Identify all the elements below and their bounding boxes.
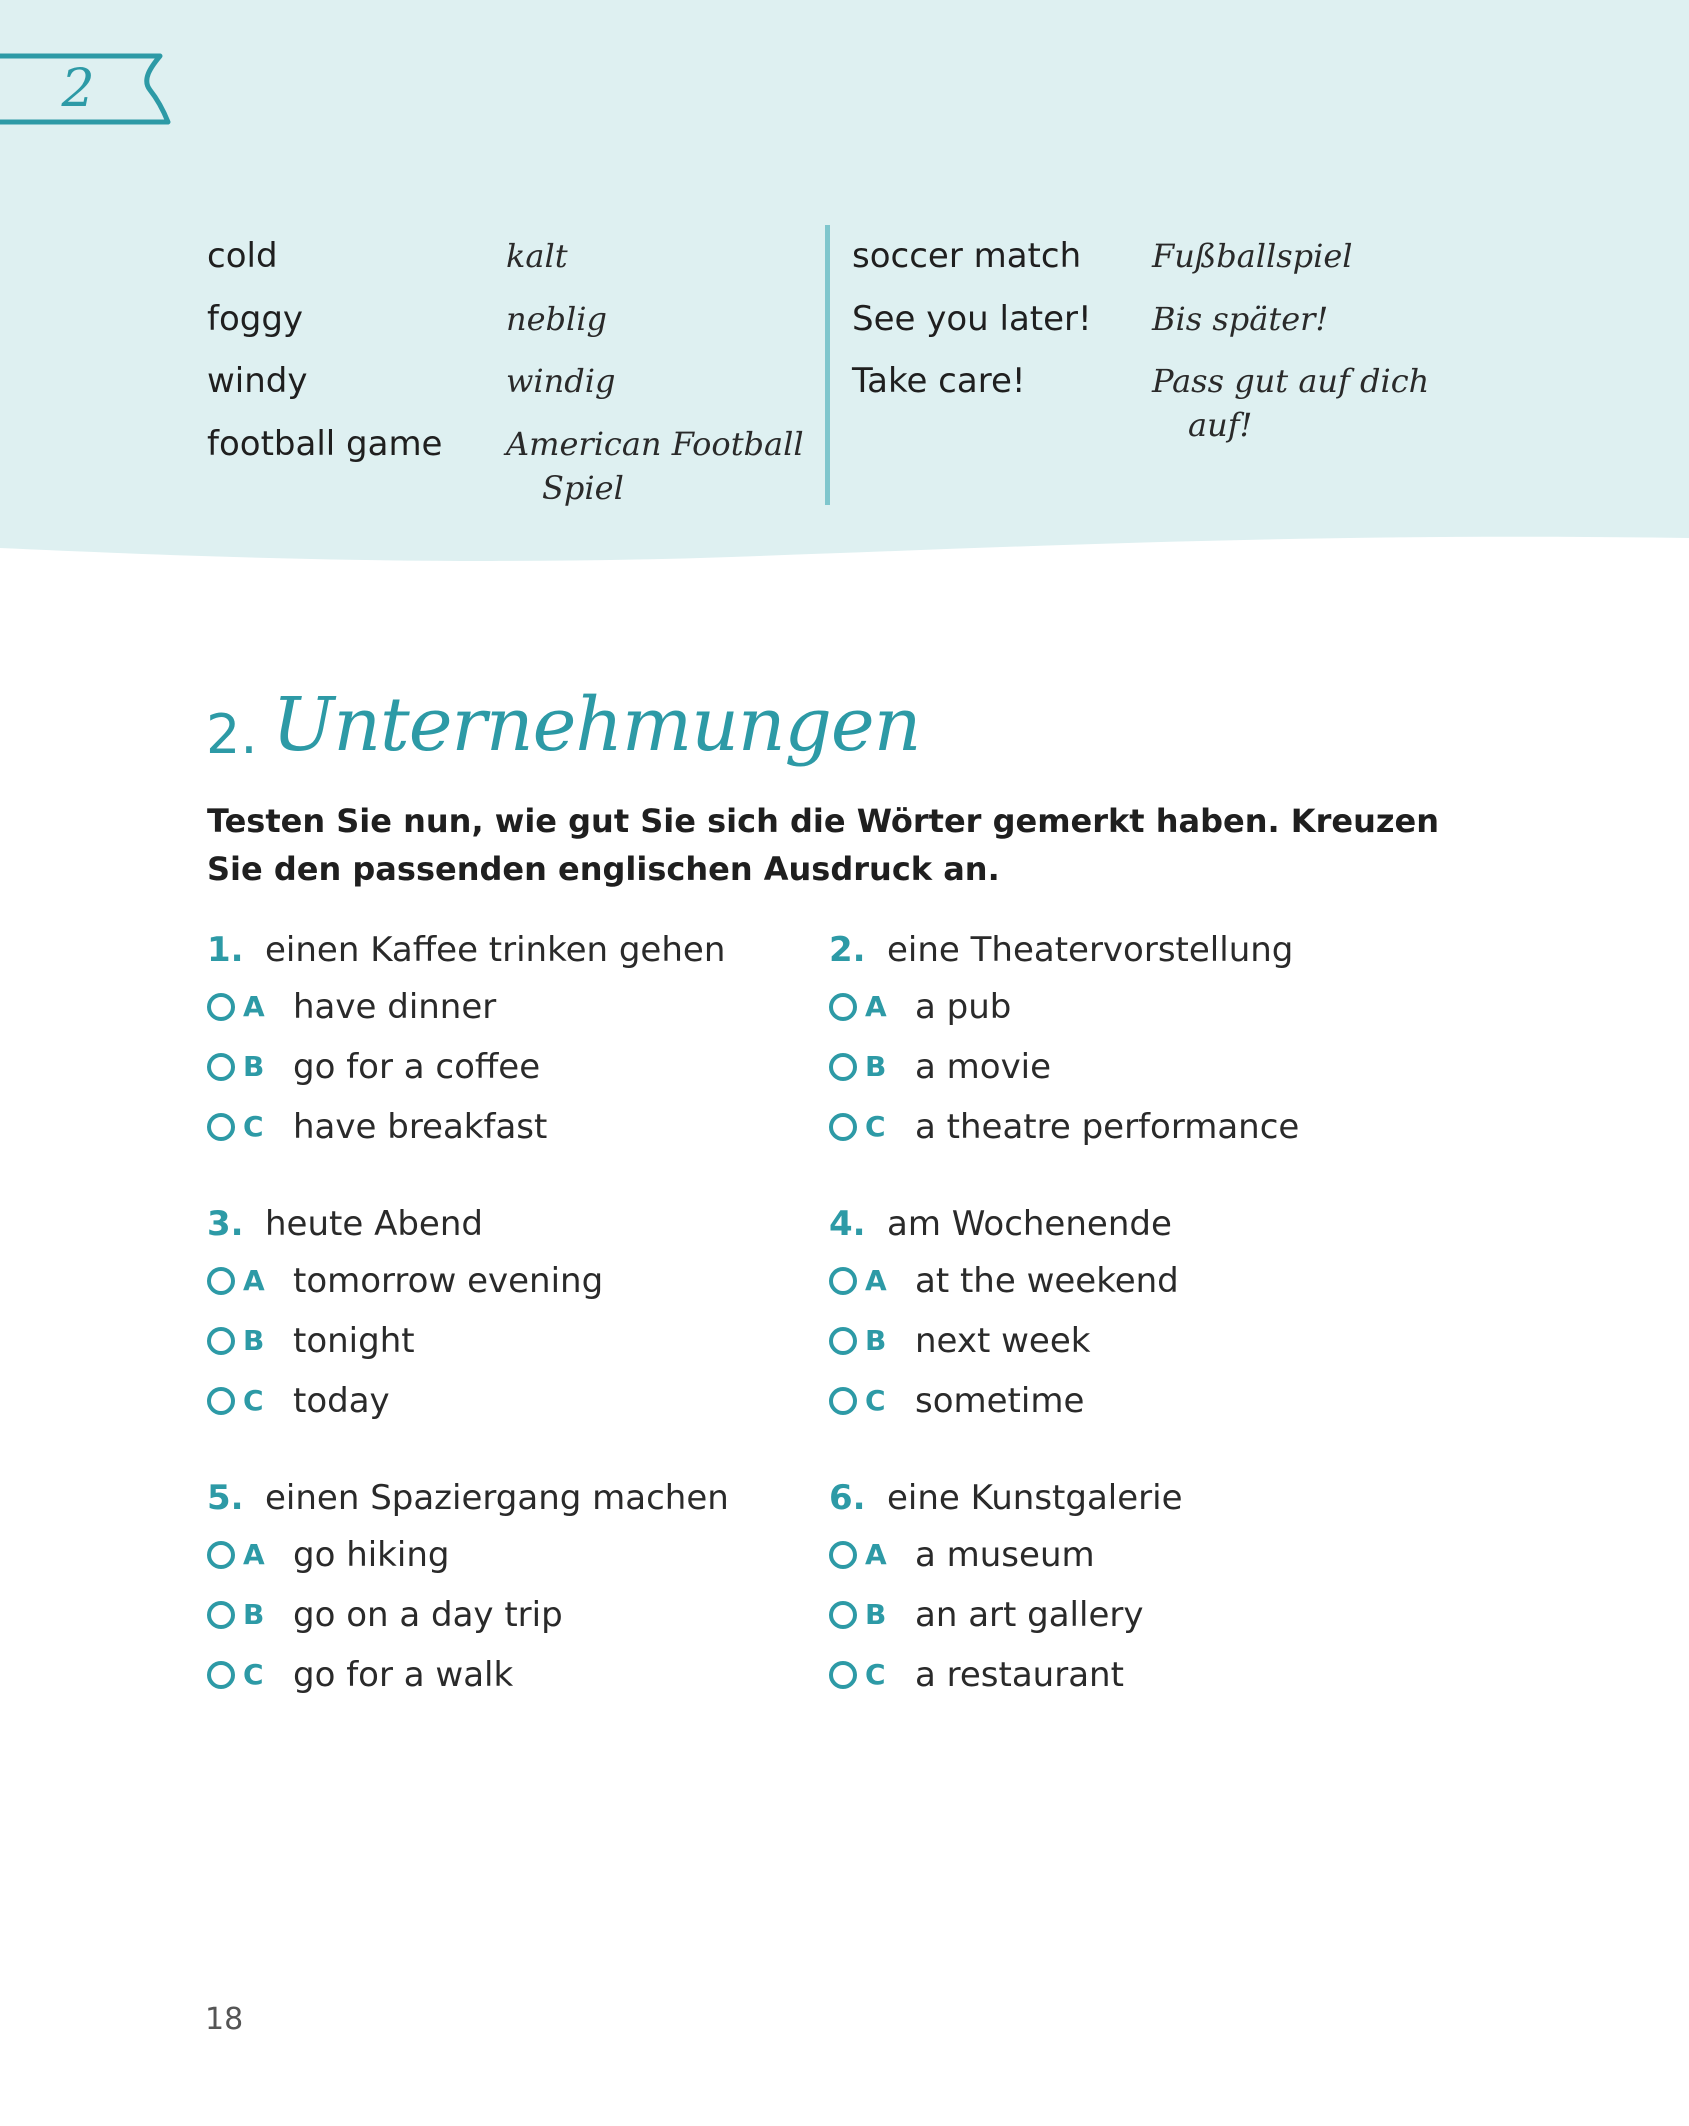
option-text: a restaurant: [915, 1655, 1124, 1695]
radio-circle-icon[interactable]: [829, 1601, 857, 1629]
option-text: an art gallery: [915, 1595, 1144, 1635]
radio-circle-icon[interactable]: [207, 1267, 235, 1295]
option-b[interactable]: [207, 1585, 767, 1645]
option-letter: A: [865, 1264, 887, 1297]
question-5: [207, 1471, 767, 1705]
vocab-de: American Football: [506, 425, 804, 463]
option-letter: C: [243, 1658, 264, 1691]
option-text: today: [293, 1381, 390, 1421]
section-number: 2.: [206, 703, 258, 766]
option-letter: A: [865, 1538, 887, 1571]
option-text: a movie: [915, 1047, 1052, 1087]
question-4: [829, 1197, 1389, 1431]
option-letter: B: [243, 1324, 265, 1357]
option-text: go for a coffee: [293, 1047, 541, 1087]
vocab-de: Bis später!: [1152, 300, 1329, 338]
option-text: have dinner: [293, 987, 497, 1027]
question-prompt: einen Kaffee trinken gehen: [265, 930, 726, 970]
option-letter: C: [865, 1658, 886, 1691]
option-text: a theatre performance: [915, 1107, 1300, 1147]
radio-circle-icon[interactable]: [207, 1541, 235, 1569]
option-c[interactable]: [207, 1645, 767, 1705]
vocab-de: neblig: [506, 300, 607, 338]
option-b[interactable]: [207, 1037, 767, 1097]
option-letter: B: [243, 1598, 265, 1631]
vocab-en: windy: [207, 361, 308, 401]
radio-circle-icon[interactable]: [207, 993, 235, 1021]
option-letter: C: [243, 1384, 264, 1417]
option-c[interactable]: [829, 1097, 1389, 1157]
option-b[interactable]: [829, 1585, 1389, 1645]
radio-circle-icon[interactable]: [207, 1601, 235, 1629]
option-letter: B: [243, 1050, 265, 1083]
option-letter: B: [865, 1324, 887, 1357]
radio-circle-icon[interactable]: [829, 993, 857, 1021]
option-text: tomorrow evening: [293, 1261, 604, 1301]
vocabulary-band: [0, 0, 1689, 570]
question-number: 3.: [207, 1204, 244, 1244]
question-prompt: einen Spaziergang machen: [265, 1478, 729, 1518]
vocab-en: Take care!: [852, 361, 1026, 401]
radio-circle-icon[interactable]: [207, 1387, 235, 1415]
option-letter: A: [243, 990, 265, 1023]
radio-circle-icon[interactable]: [207, 1053, 235, 1081]
option-text: sometime: [915, 1381, 1085, 1421]
question-number: 1.: [207, 930, 244, 970]
option-text: go hiking: [293, 1535, 450, 1575]
option-c[interactable]: [829, 1645, 1389, 1705]
option-b[interactable]: [829, 1311, 1389, 1371]
radio-circle-icon[interactable]: [829, 1387, 857, 1415]
option-text: a museum: [915, 1535, 1095, 1575]
vocab-de: windig: [506, 362, 616, 400]
option-c[interactable]: [207, 1097, 767, 1157]
option-letter: C: [865, 1384, 886, 1417]
chapter-number: 2: [61, 59, 95, 119]
option-a[interactable]: [829, 1525, 1389, 1585]
option-c[interactable]: [207, 1371, 767, 1431]
option-text: go on a day trip: [293, 1595, 563, 1635]
question-1: [207, 923, 767, 1157]
vocab-en: soccer match: [852, 236, 1082, 276]
question-6: [829, 1471, 1389, 1705]
option-text: go for a walk: [293, 1655, 514, 1695]
option-a[interactable]: [207, 977, 767, 1037]
option-a[interactable]: [829, 977, 1389, 1037]
question-prompt: eine Theatervorstellung: [887, 930, 1294, 970]
vocab-en: See you later!: [852, 299, 1092, 339]
question-number: 5.: [207, 1478, 244, 1518]
question-prompt: am Wochenende: [887, 1204, 1172, 1244]
option-letter: C: [865, 1110, 886, 1143]
page-number: 18: [205, 2002, 244, 2037]
vocab-de: kalt: [506, 237, 568, 275]
option-a[interactable]: [207, 1251, 767, 1311]
option-text: next week: [915, 1321, 1091, 1361]
radio-circle-icon[interactable]: [829, 1661, 857, 1689]
radio-circle-icon[interactable]: [829, 1113, 857, 1141]
option-letter: B: [865, 1050, 887, 1083]
vocab-en: football game: [207, 424, 443, 464]
option-text: at the weekend: [915, 1261, 1179, 1301]
question-number: 6.: [829, 1478, 866, 1518]
vocab-de-continued: auf!: [1188, 406, 1253, 444]
section-title: Unternehmungen: [272, 682, 921, 768]
exercise-instructions: Testen Sie nun, wie gut Sie sich die Wörter gemerkt haben. Kreuzen Sie den passenden englischen Ausdruck an.: [207, 802, 1439, 888]
radio-circle-icon[interactable]: [829, 1541, 857, 1569]
option-text: have breakfast: [293, 1107, 548, 1147]
option-letter: A: [865, 990, 887, 1023]
question-number: 4.: [829, 1204, 866, 1244]
option-letter: A: [243, 1264, 265, 1297]
vocab-de: Pass gut auf dich: [1152, 362, 1430, 400]
option-letter: B: [865, 1598, 887, 1631]
option-text: a pub: [915, 987, 1012, 1027]
option-letter: C: [243, 1110, 264, 1143]
vocab-de-continued: Spiel: [542, 469, 624, 507]
option-letter: A: [243, 1538, 265, 1571]
radio-circle-icon[interactable]: [829, 1053, 857, 1081]
option-a[interactable]: [207, 1525, 767, 1585]
option-text: tonight: [293, 1321, 415, 1361]
vocab-divider: [825, 225, 830, 505]
radio-circle-icon[interactable]: [829, 1267, 857, 1295]
option-b[interactable]: [207, 1311, 767, 1371]
question-3: [207, 1197, 767, 1431]
option-a[interactable]: [829, 1251, 1389, 1311]
option-c[interactable]: [829, 1371, 1389, 1431]
question-prompt: eine Kunstgalerie: [887, 1478, 1183, 1518]
vocab-de: Fußballspiel: [1152, 237, 1353, 275]
vocab-en: cold: [207, 236, 278, 276]
radio-circle-icon[interactable]: [207, 1327, 235, 1355]
radio-circle-icon[interactable]: [207, 1113, 235, 1141]
radio-circle-icon[interactable]: [207, 1661, 235, 1689]
option-b[interactable]: [829, 1037, 1389, 1097]
question-number: 2.: [829, 930, 866, 970]
question-2: [829, 923, 1389, 1157]
question-prompt: heute Abend: [265, 1204, 483, 1244]
vocab-en: foggy: [207, 299, 304, 339]
radio-circle-icon[interactable]: [829, 1327, 857, 1355]
